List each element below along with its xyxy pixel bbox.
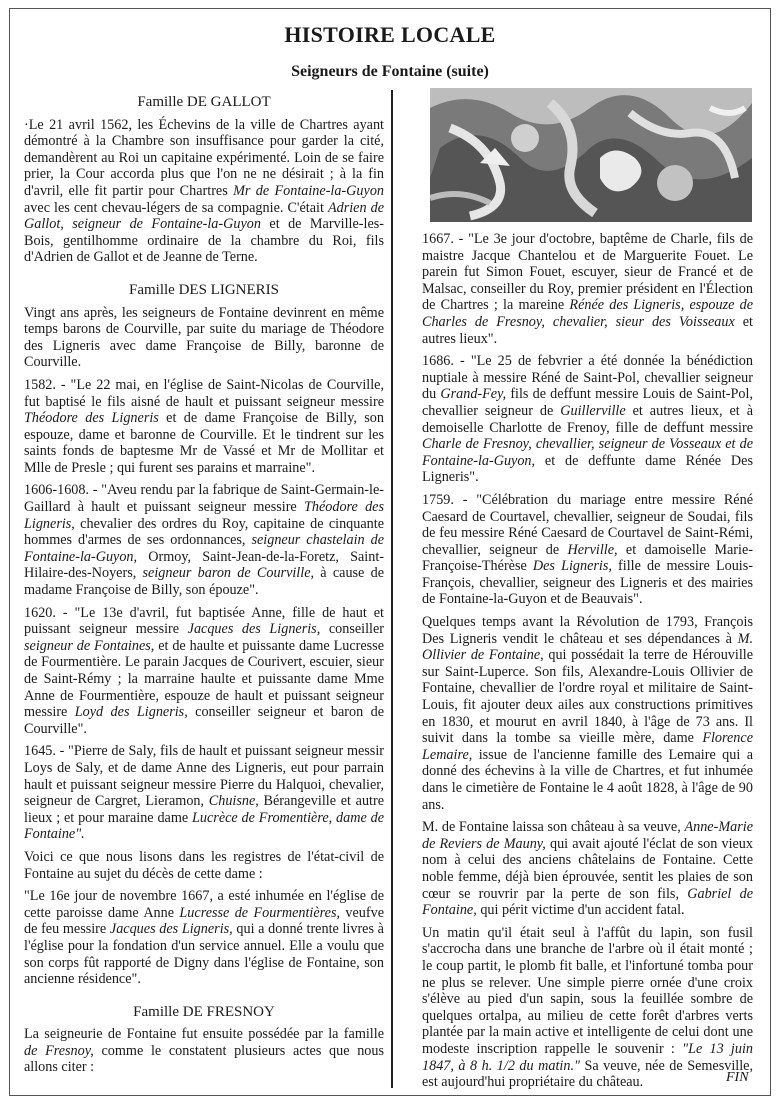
- page-subtitle: Seigneurs de Fontaine (suite): [291, 63, 489, 80]
- paragraph-1667-deces: "Le 16e jour de novembre 1667, a esté inhumée en l'église de cette paroisse dame Anne Lucresse de Fourmentières, veufve de feu messire Jacques des Ligneris, qui a donné trente livres à l'église pour la fondation d'un service annuel. Elle a voulu que son corps fût rapporté de Digny dans l'église de Fontaine, son ancienne résidence".: [24, 888, 385, 988]
- left-column: [24, 94, 384, 1082]
- paragraph-1606: 1606-1608. - "Aveu rendu par la fabrique de Saint-Germain-le-Gaillard à hault et puissant seigneur messire Théodore des Ligneris, chevalier des ordres du Roy, capitaine de cinquante hommes d'armes de ses ordonnances, seigneur chastelain de Fontaine-la-Guyon, Ormoy, Saint-Jean-de-la-Foretz, Saint-Hilaire-des-Noyers, seigneur baron de Courville, à cause de madame Françoise de Billy, son épouze".: [24, 482, 384, 599]
- paragraph-1667-bapteme: 1667. - "Le 3e jour d'octobre, baptême de Charle, fils de maistre Jacque Chantelou et de Marguerite Fouet. Le parein fut Simon Fouet, escuyer, sieur de Francé et de Malsac, conseiller du Roy, premier président en l'Élection de Chartres ; la mareine Rénée des Ligneris, espouze de Charles de Fresnoy, chevalier, sieur des Voisseaux et autres lieux".: [422, 231, 753, 347]
- paragraph-ligneris-intro: Vingt ans après, les seigneurs de Fontaine devinrent en même temps barons de Courville, par suite du mariage de Théodore des Ligneris avec dame Françoise de Billy, baronne de Courville.: [24, 304, 384, 371]
- paragraph-fresnoy: La seigneurie de Fontaine fut ensuite possédée par la famille de Fresnoy, comme le constatent plusieurs actes que nous allons citer :: [24, 1026, 384, 1076]
- paragraph-quelques-temps: Quelques temps avant la Révolution de 1793, François Des Ligneris vendit le château et ses dépendances à M. Ollivier de Fontaine, qui possédait la terre de Hérouville sur Saint-Luperce. Son fils, Alexandre-Louis Ollivier de Fontaine, chevallier de l'ordre royal et militaire de Saint-Louis, fit ajouter deux ailes aux constructions primitives en 1830, et mourut en avril 1840, à l'âge de 73 ans. Il suivit dans la tombe sa vieille mère, dame Florence Lemaire, issue de l'ancienne famille des Lemaire qui a donné des échevins à la ville de Chartres, et fut inhumée dans le cimetière de Fontaine le 4 août 1828, à l'âge de 90 ans.: [422, 614, 754, 813]
- paragraph-gallot: ·Le 21 avril 1562, les Échevins de la ville de Chartres ayant démontré à la Chambre son insuffisance pour garder la cité, demandèrent au Roi un capitaine expérimenté. Loin de se faire prier, la Cour accorda plus que l'on ne ne désirait ; à la fin d'avril, elle fit partir pour Chartres Mr de Fontaine-la-Guyon avec les cent chevau-légers de sa compagnie. C'était Adrien de Gallot, seigneur de Fontaine-la-Guyon et de Marville-les-Bois, gentilhomme ordinaire de la chambre du Roi, fils d'Adrien de Gallot et de Jeanne de Terne.: [24, 116, 385, 266]
- section-heading-ligneris: Famille DES LIGNERIS: [129, 281, 279, 298]
- paragraph-1686: 1686. - "Le 25 de febvrier a été donnée la bénédiction nuptiale à messire Réné de Saint-Pol, chevallier seigneur du Grand-Fey, fils de deffunt messire Louis de Saint-Pol, chevallier seigneur de Guillerville et autres lieux, et à demoiselle Charlotte de Frenoy, fille de deffunt messire Charle de Fresnoy, chevallier, seigneur de Vosseaux et de Fontaine-la-Guyon, et de deffunte dame Rénée Des Ligneris".: [422, 353, 753, 486]
- section-heading-gallot: Famille DE GALLOT: [137, 94, 271, 110]
- paragraph-1620: 1620. - "Le 13e d'avril, fut baptisée Anne, fille de haut et puissant seigneur messire Jacques des Ligneris, conseiller seigneur de Fontaines, et de haulte et puissante dame Lucresse de Fourmentière. Le parain Jacques de Courivert, escuier, sieur de Saint-Rémy ; la marraine haulte et puissante dame Mme Anne de Fourmentière, espouze de hault et puissant seigneur messire Loyd des Ligneris, conseiller seigneur et baron de Courville".: [24, 604, 384, 737]
- section-heading-fresnoy: Famille DE FRESNOY: [133, 1003, 275, 1020]
- end-marker: FIN: [726, 1070, 749, 1085]
- paragraph-1582: 1582. - "Le 22 mai, en l'église de Saint-Nicolas de Courville, fut baptisé le fils aisné de hault et puissant seigneur messire Théodore des Ligneris et de dame Françoise de Billy, son espouze, dame et baronne de Courville. Et le tindrent sur les saints fonds de baptesme Mr de Vassé et Mr de Mollitar et Mlle de Presle ; qui furent ses parains et marraine".: [24, 376, 384, 476]
- paragraph-voici: Voici ce que nous lisons dans les registres de l'état-civil de Fontaine au sujet du décès de cette dame :: [24, 848, 384, 882]
- carved-stone-relief-icon: [430, 88, 752, 222]
- right-column: [422, 231, 753, 1097]
- page-title: HISTOIRE LOCALE: [284, 22, 496, 47]
- paragraph-m-de-fontaine: M. de Fontaine laissa son château à sa veuve, Anne-Marie de Reviers de Mauny, qui avait ajouté l'éclat de son vieux nom à celui des anciens châtelains de Fontaine. Cette noble femme, déjà bien éprouvée, sentit les plaies de son cœur se rouvrir par la perte de son fils, Gabriel de Fontaine, qui périt victime d'un accident fatal.: [422, 819, 754, 919]
- paragraph-un-matin: Un matin qu'il était seul à l'affût du lapin, son fusil s'accrocha dans une branche de l'arbre où il était monté ; le coup partit, le plomb fit balle, et l'infortuné tomba pour ne plus se relever. Une simple pierre ornée d'une croix s'élève au pied d'un sapin, sous la feuillée sombre de quelques ortalpa, au milieu de cette forêt d'arbres verts plantée par la main active et intelligente de celui dont une modeste inscription rappelle le souvenir : "Le 13 juin 1847, à 8 h. 1/2 du matin." Sa veuve, née de Semesville, est aujourd'hui propriétaire du château.: [422, 924, 754, 1091]
- paragraph-1759: 1759. - "Célébration du mariage entre messire Réné Caesard de Courtavel, chevallier, seigneur de Soudai, fils de feu messire Réné Caesard de Courtavel de Saint-Rémi, chevallier, seigneur de Herville, et damoiselle Marie-Françoise-Thérèse Des Ligneris, fille de messire Louis-François, chevallier, seigneur des Ligneris et des mairies de Fontaine-la-Guyon et de Beauvais".: [422, 491, 753, 608]
- paragraph-1645: 1645. - "Pierre de Saly, fils de hault et puissant seigneur messir Loys de Saly, et de dame Anne des Ligneris, eut pour parrain hault et puissant seigneur messire Pierre du Halquoi, chevalier, seigneur de Cargret, Lieramon, Chuisne, Bérangeville et autre lieux ; et pour maraine dame Lucrèce de Fromentière, dame de Fontaine".: [24, 743, 385, 843]
- column-divider: [391, 90, 393, 1088]
